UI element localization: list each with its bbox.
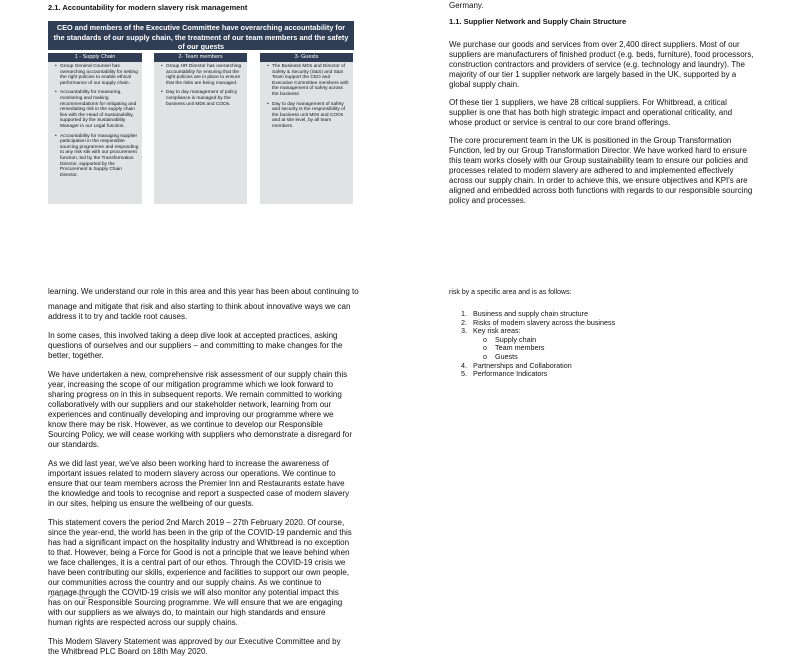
paragraph: The core procurement team in the UK is positioned in the Group Transformation Function, led by our Group Transformation Director. We have worked hard to ensure this team works closely with our Group sustainability team to ensure our policies and processes related to modern slavery are adhered to and implemented effectively across our supply chain. In order to achieve this, we ensure objectives and KPI's are aligned and embedded across both functions with regards to our responsible sourcing policy and processes. bbox=[449, 136, 753, 205]
list-item: 2. Risks of modern slavery across the business bbox=[461, 317, 616, 327]
column-bullet: • Day to day management of policy compliance is managed by the business unit MDs and COOs. bbox=[162, 90, 244, 107]
cut-line-clip bbox=[449, 289, 749, 300]
paragraph: As we did last year, we've also been working hard to increase the awareness of important issues related to modern slavery across our operations. We continue to ensure that our team members across the Premier Inn and Restaurants estate have the knowledge and tools to recognise and report a suspected case of modern slavery in our sites, helping us ensure the wellbeing of our guests. bbox=[48, 459, 350, 508]
column-header: 2- Team members bbox=[154, 53, 247, 62]
accountability-banner: CEO and members of the Executive Committee have overarching accountability for the standards of our supply chain, the treatment of our team members and the safety of our guests bbox=[48, 21, 354, 50]
list-item: 1. Business and supply chain structure bbox=[461, 309, 589, 318]
column-bullet: • The Business MDs and Director of Safety & Security (S&S) and S&S Team support the CEO and Executive Committee members with the management of safety across the business bbox=[268, 64, 350, 98]
list-item: 4. Partnerships and Collaboration bbox=[461, 360, 572, 370]
list-item: 5. Performance Indicators bbox=[461, 369, 548, 379]
supplier-network-body bbox=[449, 40, 754, 206]
narrative-body bbox=[48, 302, 352, 657]
sub-list-item: o Supply chain bbox=[483, 334, 537, 344]
paragraph: This statement covers the period 2nd March 2019 – 27th February 2020. Of course, since the year-end, the world has been in the grip of the COVID-19 pandemic and this has had a significant impact on the hospitality industry and Whitbread is no exception to that. However, being a Force for Good is not a principle that we leave behind when we face challenges, it is a central part of our ethos. Through the COVID-19 crisis we have been contributing our skills, experience and facilities to support our own people, our communities across the country and our supply chains. As we continue to manage through the COVID-19 crisis we will also monitor any potential impact this has on our Responsible Sourcing programme. We will ensure that we are engaging with our suppliers as we always do, to maintain our high standards and ensure human rights are respected across our supply chains. bbox=[48, 518, 352, 627]
section-title-supplier-network: 1.1. Supplier Network and Supply Chain Structure bbox=[449, 17, 627, 26]
column-bullet: • Day to day management of safety and security is the responsibility of the business unit MDs and COOs and at site level, by all team members. bbox=[268, 102, 350, 130]
paragraph: manage and mitigate that risk and also starting to think about innovative ways we can address it to try and tackle root causes. bbox=[48, 302, 351, 321]
column-bullet: • Accountability for managing supplier participation in the responsible sourcing programme and responding to any risk sits with our procurement function, led by the Transformation Director, supported by the Procurement & Supply Chain Director. bbox=[56, 134, 139, 179]
sub-list-item: o Team members bbox=[483, 343, 545, 353]
column-team-members bbox=[154, 53, 247, 204]
column-bullet: • Group HR Director has overarching accountability for ensuring that the right policies are in place to ensure that the risks are being managed. bbox=[162, 64, 244, 86]
column-header: 1 - Supply Chain bbox=[48, 53, 142, 62]
column-header: 3- Guests bbox=[260, 53, 353, 62]
column-bullet: • Accountability for measuring, monitoring and making recommendations for mitigating and remediating risk in the supply chain lies with the Head of Sustainability, supported by the Sustainability Manager in our Legal function. bbox=[56, 90, 139, 129]
signature-image bbox=[48, 588, 108, 602]
column-guests bbox=[260, 53, 353, 204]
cut-line: risk by a specific area and is as follows: bbox=[449, 289, 572, 296]
column-bullet: • Group General Counsel has overarching accountability for setting the right policies to enable ethical performance of our supply chain. bbox=[56, 64, 139, 86]
contents-list bbox=[461, 310, 761, 379]
list-item: 3. Key risk areas: bbox=[461, 326, 521, 336]
cut-line: learning. We understand our role in this area and this year has been about continuing to bbox=[48, 287, 359, 296]
paragraph: We have undertaken a new, comprehensive risk assessment of our supply chain this year, increasing the scope of our mitigation programme which we look forward to sharing progress on in this in subsequent reports. We remain committed to working collaboratively with our suppliers and our stakeholder network, learning from our experiences and continually developing and improving our programme where we know there may be risk. However, as we continue to develop our Responsible Sourcing Policy, we will cease working with suppliers who demonstrate a disregard for our standards. bbox=[48, 370, 352, 449]
paragraph: Of these tier 1 suppliers, we have 28 critical suppliers. For Whitbread, a critical supplier is one that has both high strategic impact and operational criticality, and whose product or service is central to our core brand offerings. bbox=[449, 98, 733, 127]
sub-list-item: o Guests bbox=[483, 351, 518, 361]
paragraph: This Modern Slavery Statement was approved by our Executive Committee and by the Whitbread PLC Board on 18th May 2020. bbox=[48, 637, 341, 656]
section-title-accountability: 2.1. Accountability for modern slavery risk management bbox=[48, 3, 248, 12]
paragraph: In some cases, this involved taking a deep dive look at accepted practices, asking questions of ourselves and our suppliers – and committing to make changes for the better, together. bbox=[48, 331, 343, 360]
column-supply-chain bbox=[48, 53, 142, 204]
cut-line-clip bbox=[48, 287, 359, 299]
partial-line: Germany. bbox=[449, 1, 484, 10]
paragraph: We purchase our goods and services from over 2,400 direct suppliers. Most of our suppliers are manufacturers of finished product (e.g. beds, furniture), food processors, construction contractors and providers of service (e.g. technology and laundry). The majority of our tier 1 supplier network are largely based in the UK, supported by a global supply chain. bbox=[449, 40, 754, 89]
